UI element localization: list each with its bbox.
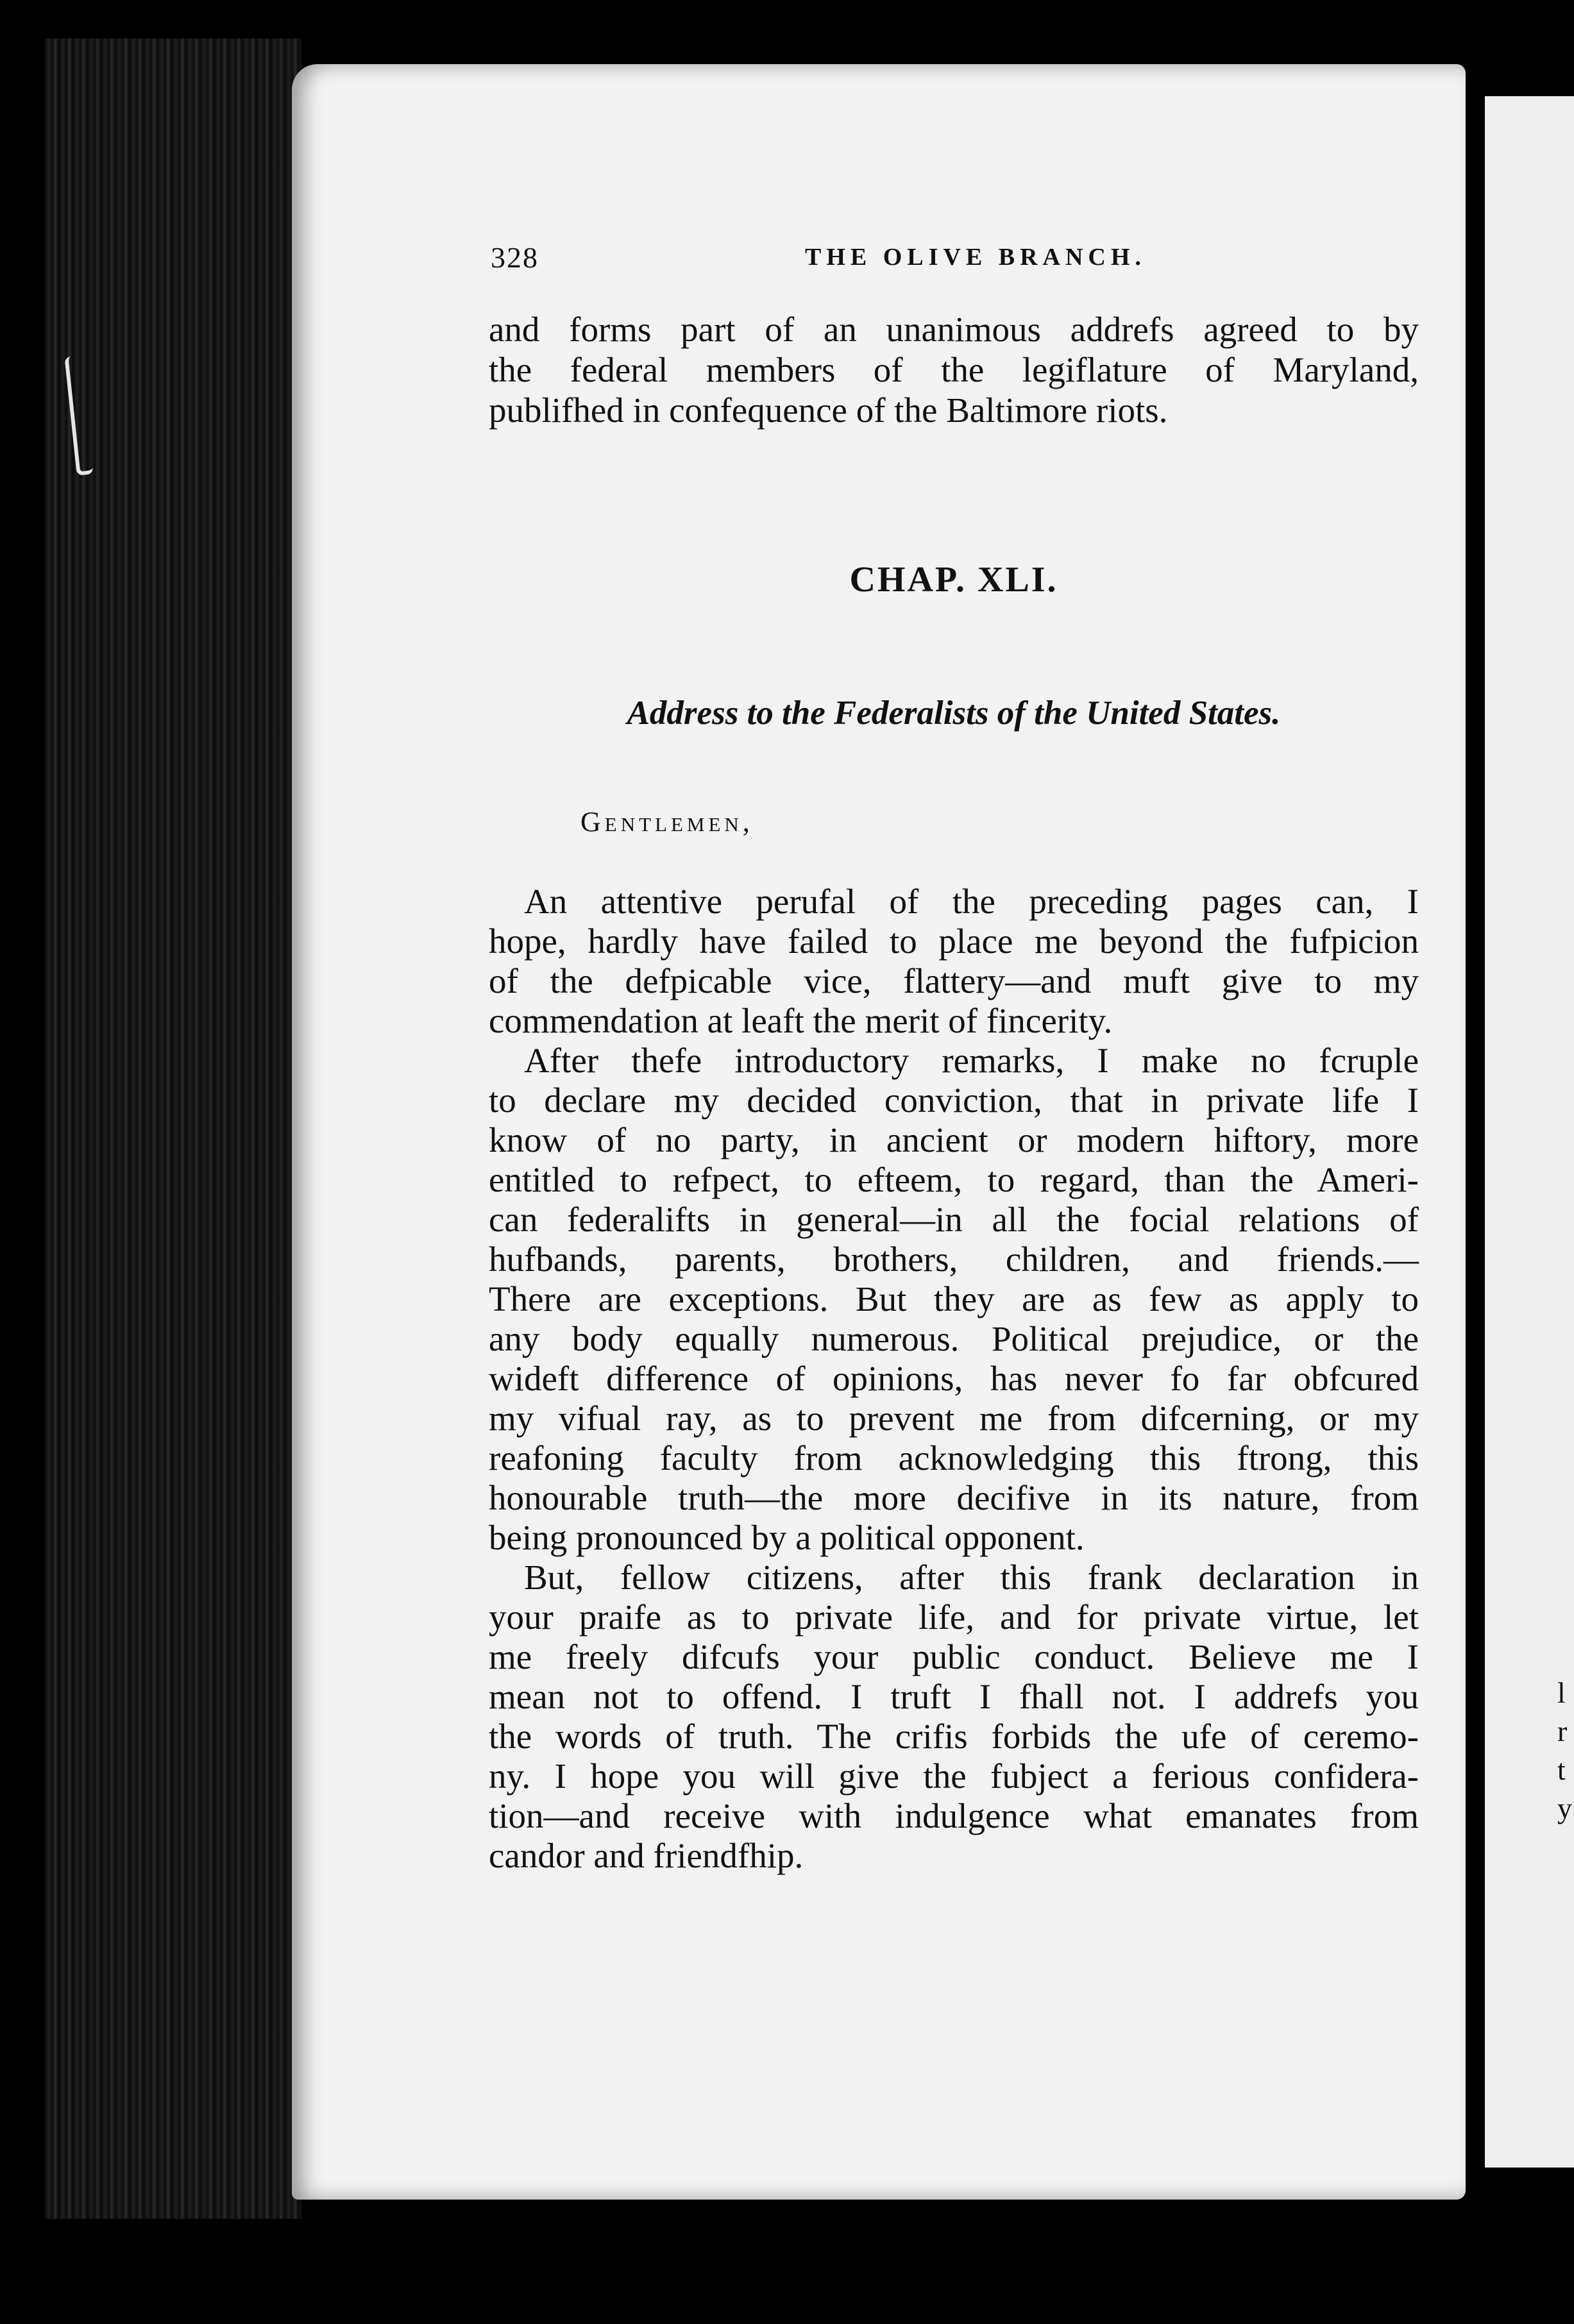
text-line: of the defpicable vice, flattery—and muft give to my (489, 961, 1419, 1000)
facing-page-letter: r (1557, 1715, 1568, 1747)
text-line: being pronounced by a political opponent. (489, 1518, 1085, 1557)
body-text (489, 882, 1419, 1876)
text-line: An attentive perufal of the preceding pages can, I (524, 882, 1419, 921)
text-line: my vifual ray, as to prevent me from difcerning, or my (489, 1399, 1419, 1438)
text-line: But, fellow citizens, after this frank declaration in (524, 1558, 1419, 1597)
text-line: publifhed in confequence of the Baltimore riots. (489, 391, 1168, 430)
facing-page (1485, 96, 1574, 2168)
text-line: entitled to refpect, to efteem, to regard, than the Ameri- (489, 1160, 1419, 1199)
facing-page-letter: l (1557, 1676, 1566, 1709)
text-line: reafoning faculty from acknowledging this ftrong, this (489, 1438, 1419, 1478)
intro-paragraph (489, 309, 1419, 430)
facing-page-text (1557, 1674, 1572, 1828)
chapter-subtitle: Address to the Federalists of the United States. (627, 695, 1281, 732)
chapter-heading: CHAP. XLI. (849, 560, 1058, 600)
text-line: know of no party, in ancient or modern hiftory, more (489, 1120, 1419, 1159)
running-head-title: THE OLIVE BRANCH. (805, 244, 1146, 271)
salutation: Gentlemen, (580, 806, 754, 838)
text-line: to declare my decided conviction, that in private life I (489, 1081, 1419, 1120)
text-line: ny. I hope you will give the fubject a ferious confidera- (489, 1756, 1419, 1796)
page-gutter (1466, 83, 1484, 2174)
text-line: mean not to offend. I truft I fhall not. I addrefs you (489, 1677, 1419, 1716)
text-line: the words of truth. The crifis forbids the ufe of ceremo- (489, 1717, 1419, 1756)
text-line: tion—and receive with indulgence what emanates from (489, 1796, 1419, 1835)
text-line: honourable truth—the more decifive in its nature, from (489, 1478, 1419, 1517)
text-line: can federalifts in general—in all the focial relations of (489, 1200, 1419, 1239)
text-line: hufbands, parents, brothers, children, and friends.— (489, 1240, 1419, 1279)
text-line: hope, hardly have failed to place me beyond the fufpicion (489, 922, 1419, 961)
text-line: commendation at leaft the merit of fincerity. (489, 1001, 1113, 1040)
page-number: 328 (491, 241, 539, 274)
text-line: any body equally numerous. Political prejudice, or the (489, 1319, 1419, 1358)
text-line: There are exceptions. But they are as few as apply to (489, 1279, 1419, 1318)
text-line: and forms part of an unanimous addrefs agreed to by (489, 310, 1419, 349)
book-edge (45, 38, 301, 2219)
text-line: the federal members of the legiflature of Maryland, (489, 350, 1419, 389)
facing-page-letter: y (1557, 1792, 1572, 1824)
text-line: candor and friendfhip. (489, 1836, 804, 1875)
text-line: After thefe introductory remarks, I make no fcruple (524, 1041, 1419, 1080)
text-line: your praife as to private life, and for private virtue, let (489, 1597, 1419, 1637)
running-head (491, 240, 1401, 279)
facing-page-letter: t (1557, 1753, 1566, 1786)
text-line: me freely difcufs your public conduct. Believe me I (489, 1637, 1419, 1676)
text-line: wideft difference of opinions, has never fo far obfcured (489, 1359, 1419, 1398)
